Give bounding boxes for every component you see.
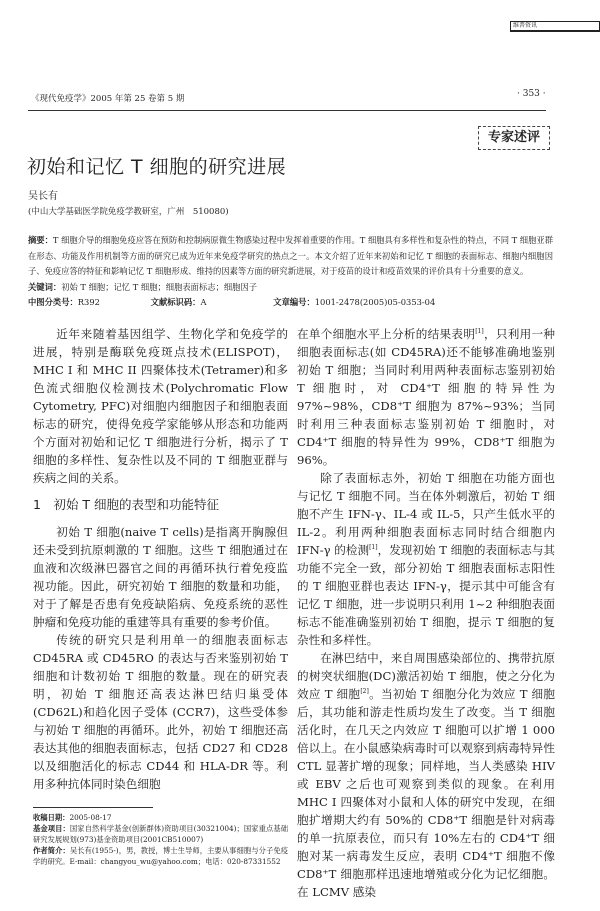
value: 2005-08-17 bbox=[69, 812, 112, 822]
clc-value: R392 bbox=[77, 297, 100, 308]
keywords: 初始 T 细胞；记忆 T 细胞；细胞表面标志；细胞因子 bbox=[61, 281, 258, 292]
citation[interactable]: [1] bbox=[475, 328, 484, 336]
abstract-text: T 细胞介导的细胞免疫应答在预防和控制病原微生物感染过程中发挥着重要的作用。T 细胞具有多样性和复杂性的特点，不同 T 细胞亚群在形态、功能及作用机制等方面的研究已成为近年来免疫学研究的热点之一。本文介绍了近年来初始和记忆 T 细胞的表面标志、细胞内细胞因子、免疫应答的特征和影响记忆 T 细胞形成、维持的因素等方面的研究新进展，对于疫苗的设计和疫苗效果的评价具有十分重要的意义。 bbox=[28, 235, 553, 277]
watermark-box: 维普资讯 bbox=[510, 21, 600, 32]
text: 在淋巴结中，来自周围感染部位的、携带抗原的树突状细胞(DC)激活初始 T 细胞，使之分化为效应 T 细胞 bbox=[297, 650, 555, 701]
paragraph bbox=[297, 649, 555, 901]
left-column bbox=[33, 325, 288, 867]
text: 除了表面标志外，初始 T 细胞在功能方面也与记忆 T 细胞不同。当在体外刺激后，初始 T 细胞不产生 IFN-γ、IL-4 或 IL-5，只产生低水平的 IL-2。利用两种细胞表面标志同时结合细胞内 IFN-γ 的检测 bbox=[297, 470, 555, 557]
abstract bbox=[28, 233, 553, 295]
running-head: 《现代免疫学》2005 年第 25 卷第 5 期 bbox=[31, 94, 185, 104]
paragraph bbox=[297, 469, 555, 649]
doc-code-value: A bbox=[200, 297, 207, 308]
section-heading: 1 初始 T 细胞的表型和功能特征 bbox=[33, 496, 220, 512]
clc-label: 中图分类号： bbox=[28, 297, 78, 308]
text: ，发现初始 T 细胞的表面标志与其功能不完全一致，部分初始 T 细胞表面标志阳性的 T 细胞亚群也表达 IFN-γ，提示其中可能含有记忆 T 细胞，进一步说明只利用 1~2 种细胞表面标志不能准确鉴别初始 T 细胞，提示 T 细胞的复杂性和多样性。 bbox=[297, 542, 556, 647]
author-bio bbox=[33, 845, 288, 867]
text: 。当初始 T 细胞分化为效应 T 细胞后，其功能和游走性质均发生了改变。当 T 细胞活化时，在几天之内效应 T 细胞可以扩增 1 000 倍以上。在小鼠感染病毒时可以观察到病毒特异性 CTL 显著扩增的现象；同样地，当人类感染 HIV 或 EBV 之后也可观察到类似的现象。在利用 MHC I 四聚体对小鼠和人体的研究中发现，在细胞扩增期大约有 50%的 CD8⁺T 细胞是针对病毒的单一抗原表位，而只有 10%左右的 CD4⁺T 细胞对某一病毒发生反应，表明 CD4⁺T 细胞不像 CD8⁺T 细胞那样迅速地增殖或分化为记忆细胞。在 LCMV 感染 bbox=[297, 686, 555, 899]
classification-line bbox=[28, 295, 553, 311]
label: 基金项目： bbox=[33, 823, 70, 833]
received-date bbox=[33, 812, 288, 823]
paragraph: 初始 T 细胞(naive T cells)是指离开胸腺但还未受到抗原刺激的 T 细胞。这些 T 细胞通过在血液和次级淋巴器官之间的再循环执行着免疫监视功能。因此，研究初始 T 细胞的数量和功能，对于了解是否患有免疫缺陷病、免疫系统的恶性肿瘤和免疫功能的重建等具有重要的参考价值。 bbox=[33, 524, 288, 629]
page-number: · 353 · bbox=[517, 89, 546, 99]
text: 在单个细胞水平上分析的结果表明 bbox=[297, 326, 476, 341]
fund-info bbox=[33, 823, 288, 845]
paragraph: 近年来随着基因组学、生物化学和免疫学的进展，特别是酶联免疫斑点技术(ELISPOT)，MHC I 和 MHC II 四聚体技术(Tetramer)和多色流式细胞仪检测技术(Polychromatic Flow Cytometry, PFC)对细胞内细胞因子和细胞表面标志的研究，使得免疫学家能够从形态和功能两个方面对初始和记忆 T 细胞进行分析，揭示了 T 细胞的多样性、复杂性以及不同的 T 细胞亚群与疾病之间的关系。 bbox=[33, 326, 288, 485]
keywords-label: 关键词： bbox=[28, 281, 62, 292]
paragraph: 传统的研究只是利用单一的细胞表面标志 CD45RA 或 CD45RO 的表达与否来鉴别初始 T 细胞和计数初始 T 细胞的数量。现在的研究表明，初始 T 细胞还高表达淋巴结归巢受体(CD62L)和趋化因子受体 (CCR7)，这些受体参与初始 T 细胞的再循环。此外，初始 T 细胞还高表达其他的细胞表面标志，包括 CD27 和 CD28 以及细胞活化的标志 CD44 和 HLA-DR 等。利用多种抗体同时染色细胞 bbox=[33, 632, 288, 791]
right-column bbox=[297, 325, 555, 901]
article-no-label: 文章编号： bbox=[273, 297, 315, 308]
text: ，只利用一种细胞表面标志(如 CD45RA)还不能够准确地鉴别初始 T 细胞；当同时利用两种表面标志鉴别初始 T 细胞时，对 CD4⁺T 细胞的特异性为 97%~98%，CD8⁺T 细胞为 87%~93%；当同时利用三种表面标志鉴别初始 T 细胞时，对 CD4⁺T 细胞的特异性为 99%，CD8⁺T 细胞为 96%。 bbox=[297, 326, 555, 467]
affiliation: (中山大学基础医学院免疫学教研室，广州 510080) bbox=[28, 207, 229, 217]
footnotes bbox=[33, 812, 288, 867]
value: 国家自然科学基金(创新群体)资助项目(30321004)；国家重点基础研究发展规划(973)基金资助项目(2001CB510007) bbox=[33, 823, 288, 844]
article-no-value: 1001-2478(2005)05-0353-04 bbox=[314, 297, 436, 308]
value: 吴长有(1955-)，男，教授，博士生导师，主要从事细胞与分子免疫学的研究。E-mail：changyou_wu@yahoo.com；电话：020-87331552 bbox=[33, 845, 289, 866]
column-tag: 专家述评 bbox=[478, 126, 550, 150]
body-columns bbox=[33, 325, 555, 901]
abstract-label: 摘要： bbox=[28, 235, 53, 245]
label: 作者简介： bbox=[33, 845, 70, 855]
citation[interactable]: [1] bbox=[369, 544, 378, 552]
paragraph bbox=[297, 325, 555, 469]
author: 吴长有 bbox=[28, 191, 58, 202]
label: 收稿日期： bbox=[33, 812, 70, 822]
citation[interactable]: [2] bbox=[360, 688, 369, 696]
footnote-rule bbox=[33, 807, 153, 808]
doc-code-label: 文献标识码： bbox=[150, 297, 201, 308]
article-title: 初始和记忆 T 细胞的研究进展 bbox=[27, 156, 287, 178]
